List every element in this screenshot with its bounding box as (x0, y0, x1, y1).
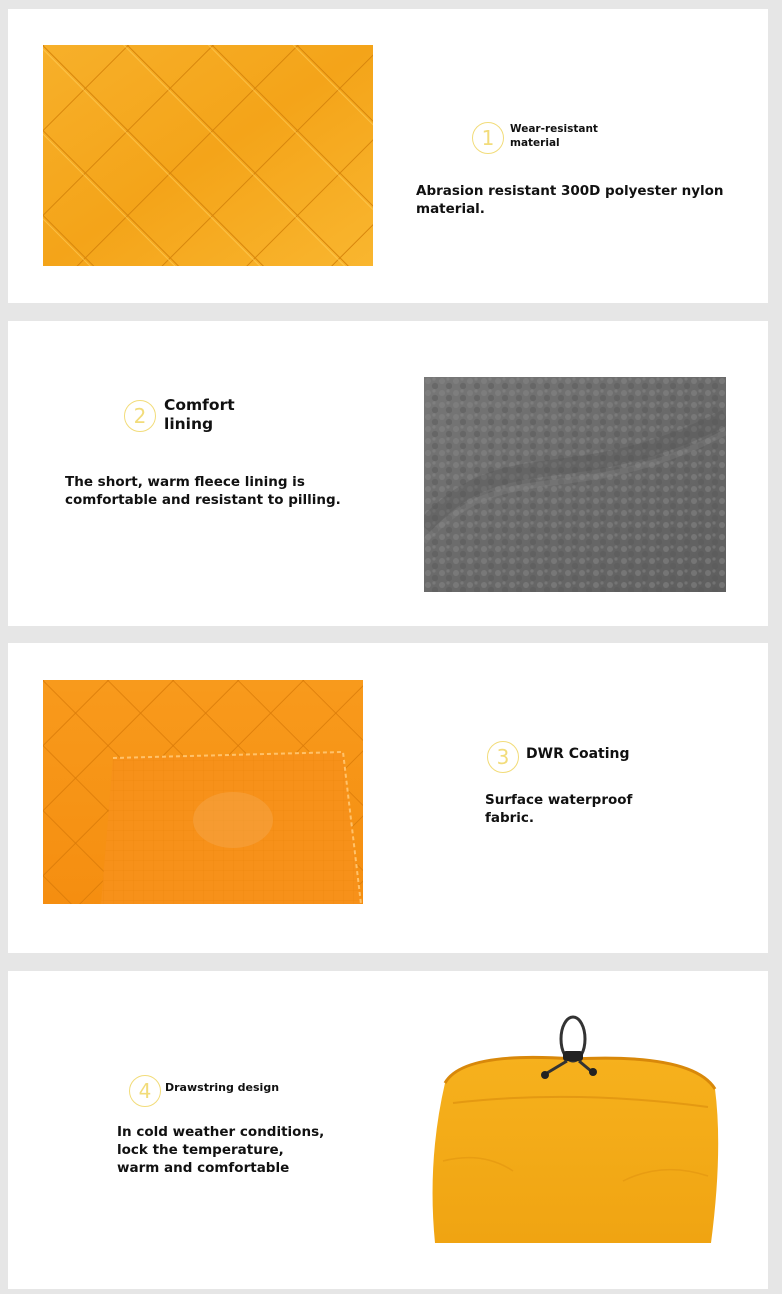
feature-card-4 (8, 971, 768, 1289)
feature-card-3 (8, 643, 768, 953)
feature-description-1: Abrasion resistant 300D polyester nylon material. (416, 183, 724, 217)
feature-number-2: 2 (124, 400, 156, 432)
feature-description-3: Surface waterproof fabric. (485, 792, 633, 826)
feature-description-4: In cold weather conditions, lock the temperature, warm and comfortable (117, 1124, 325, 1176)
feature-description-2: The short, warm fleece lining is comfortable and resistant to pilling. (65, 474, 341, 508)
quilted-fabric-photo (43, 45, 373, 266)
feature-card-2 (8, 321, 768, 626)
feature-title-4: Drawstring design (165, 1081, 280, 1094)
feature-title-3: DWR Coating (526, 746, 630, 762)
fleece-lining-photo (424, 377, 726, 592)
feature-card-1 (8, 9, 768, 303)
feature-title-1: Wear-resistant material (510, 123, 598, 149)
feature-title-2: Comfort lining (164, 396, 235, 433)
feature-number-3: 3 (487, 741, 519, 773)
feature-number-4: 4 (129, 1075, 161, 1107)
feature-number-1: 1 (472, 122, 504, 154)
coated-fabric-photo (43, 680, 363, 904)
drawstring-hood-photo (423, 1011, 723, 1243)
